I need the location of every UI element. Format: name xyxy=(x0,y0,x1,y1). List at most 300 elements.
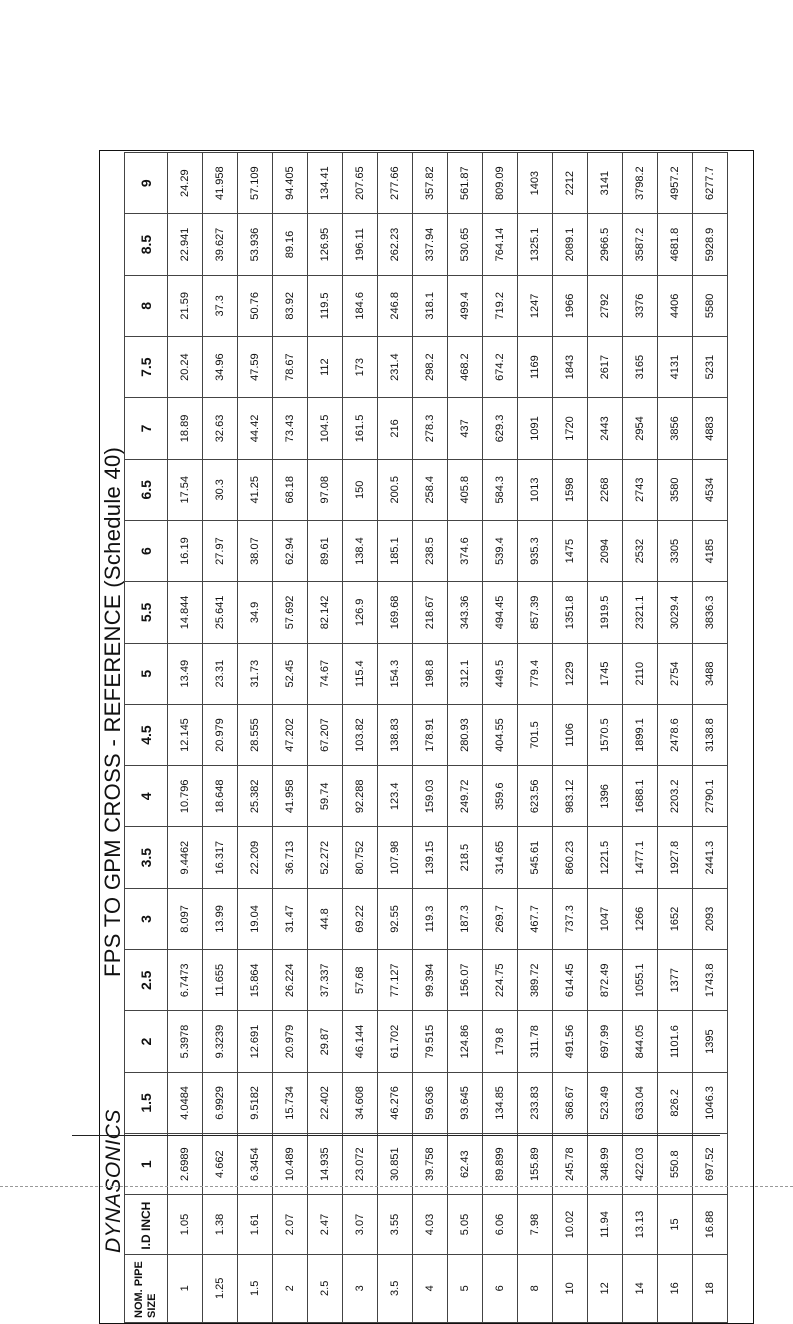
cell-gpm: 2094 xyxy=(588,520,623,581)
cell-gpm: 318.1 xyxy=(413,275,448,336)
cell-gpm: 119.5 xyxy=(308,275,343,336)
cell-pipe-size: 4 xyxy=(413,1254,448,1322)
cell-gpm: 1101.6 xyxy=(658,1011,693,1072)
table-row xyxy=(483,153,518,1323)
cell-gpm: 218.5 xyxy=(448,827,483,888)
cell-gpm: 34.96 xyxy=(203,336,238,397)
cell-gpm: 674.2 xyxy=(483,336,518,397)
header-nom-pipe-size: NOM. PIPE SIZE xyxy=(125,1254,168,1322)
cell-gpm: 1106 xyxy=(553,704,588,765)
cell-gpm: 1351.8 xyxy=(553,582,588,643)
cell-gpm: 1652 xyxy=(658,888,693,949)
table-row xyxy=(378,153,413,1323)
cell-gpm: 1046.3 xyxy=(693,1072,728,1133)
cell-gpm: 37.337 xyxy=(308,950,343,1011)
cell-gpm: 10.489 xyxy=(273,1134,308,1195)
cell-gpm: 15.864 xyxy=(238,950,273,1011)
cell-gpm: 4131 xyxy=(658,336,693,397)
cell-gpm: 10.796 xyxy=(168,766,203,827)
cell-gpm: 844.05 xyxy=(623,1011,658,1072)
cell-gpm: 44.42 xyxy=(238,398,273,459)
cell-gpm: 2321.1 xyxy=(623,582,658,643)
cell-id-inch: 5.05 xyxy=(448,1195,483,1254)
cell-gpm: 935.3 xyxy=(518,520,553,581)
header-fps-5: 3.5 xyxy=(125,827,168,888)
cell-gpm: 18.89 xyxy=(168,398,203,459)
cell-gpm: 278.3 xyxy=(413,398,448,459)
cell-gpm: 5231 xyxy=(693,336,728,397)
cell-gpm: 1966 xyxy=(553,275,588,336)
cell-id-inch: 15 xyxy=(658,1195,693,1254)
cell-gpm: 2441.3 xyxy=(693,827,728,888)
cell-gpm: 857.39 xyxy=(518,582,553,643)
cell-gpm: 73.43 xyxy=(273,398,308,459)
cell-gpm: 2754 xyxy=(658,643,693,704)
cell-gpm: 12.691 xyxy=(238,1011,273,1072)
header-fps-11: 6.5 xyxy=(125,459,168,520)
cell-gpm: 89.16 xyxy=(273,214,308,275)
cell-gpm: 1720 xyxy=(553,398,588,459)
cell-gpm: 1570.5 xyxy=(588,704,623,765)
cell-gpm: 623.56 xyxy=(518,766,553,827)
cell-gpm: 80.752 xyxy=(343,827,378,888)
cell-gpm: 52.272 xyxy=(308,827,343,888)
cell-gpm: 112 xyxy=(308,336,343,397)
cell-id-inch: 1.61 xyxy=(238,1195,273,1254)
cell-gpm: 3029.4 xyxy=(658,582,693,643)
cell-gpm: 249.72 xyxy=(448,766,483,827)
cell-gpm: 826.2 xyxy=(658,1072,693,1133)
cell-gpm: 224.75 xyxy=(483,950,518,1011)
cell-gpm: 4.662 xyxy=(203,1134,238,1195)
cell-gpm: 860.23 xyxy=(553,827,588,888)
cell-gpm: 11.655 xyxy=(203,950,238,1011)
cell-gpm: 1325.1 xyxy=(518,214,553,275)
cell-gpm: 545.61 xyxy=(518,827,553,888)
cell-id-inch: 11.94 xyxy=(588,1195,623,1254)
cell-gpm: 2478.6 xyxy=(658,704,693,765)
cell-gpm: 39.627 xyxy=(203,214,238,275)
cell-gpm: 138.4 xyxy=(343,520,378,581)
cell-gpm: 1598 xyxy=(553,459,588,520)
cell-id-inch: 1.38 xyxy=(203,1195,238,1254)
cell-gpm: 3836.3 xyxy=(693,582,728,643)
cell-gpm: 4883 xyxy=(693,398,728,459)
header-fps-12: 7 xyxy=(125,398,168,459)
table-title: FPS TO GPM CROSS - REFERENCE (Schedule 40) xyxy=(100,446,125,977)
cell-gpm: 697.52 xyxy=(693,1134,728,1195)
cell-gpm: 30.851 xyxy=(378,1134,413,1195)
cell-gpm: 277.66 xyxy=(378,153,413,214)
cell-gpm: 4406 xyxy=(658,275,693,336)
cell-gpm: 5.3978 xyxy=(168,1011,203,1072)
cell-gpm: 14.844 xyxy=(168,582,203,643)
table-row xyxy=(553,153,588,1323)
cell-gpm: 6.9929 xyxy=(203,1072,238,1133)
cell-gpm: 21.59 xyxy=(168,275,203,336)
table-row xyxy=(273,153,308,1323)
cell-gpm: 614.45 xyxy=(553,950,588,1011)
cell-gpm: 5928.9 xyxy=(693,214,728,275)
cell-gpm: 31.73 xyxy=(238,643,273,704)
cell-gpm: 17.54 xyxy=(168,459,203,520)
cell-gpm: 138.83 xyxy=(378,704,413,765)
table-row xyxy=(693,153,728,1323)
cell-pipe-size: 2.5 xyxy=(308,1254,343,1322)
cell-gpm: 629.3 xyxy=(483,398,518,459)
cell-id-inch: 13.13 xyxy=(623,1195,658,1254)
header-fps-4: 3 xyxy=(125,888,168,949)
cell-gpm: 38.07 xyxy=(238,520,273,581)
header-id-inch: I.D INCH xyxy=(125,1195,168,1254)
header-fps-8: 5 xyxy=(125,643,168,704)
cell-gpm: 2743 xyxy=(623,459,658,520)
cell-gpm: 200.5 xyxy=(378,459,413,520)
cell-gpm: 9.4462 xyxy=(168,827,203,888)
cell-gpm: 2110 xyxy=(623,643,658,704)
table-row xyxy=(203,153,238,1323)
cell-gpm: 2532 xyxy=(623,520,658,581)
cell-gpm: 550.8 xyxy=(658,1134,693,1195)
cell-gpm: 184.6 xyxy=(343,275,378,336)
cell-gpm: 6277.7 xyxy=(693,153,728,214)
cell-gpm: 46.144 xyxy=(343,1011,378,1072)
cell-gpm: 6.3454 xyxy=(238,1134,273,1195)
cell-gpm: 561.87 xyxy=(448,153,483,214)
cell-gpm: 872.49 xyxy=(588,950,623,1011)
cell-id-inch: 16.88 xyxy=(693,1195,728,1254)
cell-pipe-size: 1.25 xyxy=(203,1254,238,1322)
header-fps-16: 9 xyxy=(125,153,168,214)
cell-gpm: 348.99 xyxy=(588,1134,623,1195)
cell-gpm: 246.8 xyxy=(378,275,413,336)
cell-gpm: 737.3 xyxy=(553,888,588,949)
cell-gpm: 1745 xyxy=(588,643,623,704)
cell-gpm: 4185 xyxy=(693,520,728,581)
cell-gpm: 1403 xyxy=(518,153,553,214)
cell-gpm: 123.4 xyxy=(378,766,413,827)
cell-gpm: 2.6989 xyxy=(168,1134,203,1195)
cell-gpm: 3165 xyxy=(623,336,658,397)
cell-gpm: 23.31 xyxy=(203,643,238,704)
cell-gpm: 156.07 xyxy=(448,950,483,1011)
cell-gpm: 2443 xyxy=(588,398,623,459)
cell-gpm: 29.87 xyxy=(308,1011,343,1072)
header-fps-1: 1.5 xyxy=(125,1072,168,1133)
cell-gpm: 389.72 xyxy=(518,950,553,1011)
cell-gpm: 218.67 xyxy=(413,582,448,643)
cell-gpm: 1743.8 xyxy=(693,950,728,1011)
cell-gpm: 198.8 xyxy=(413,643,448,704)
cell-gpm: 62.94 xyxy=(273,520,308,581)
cell-gpm: 22.941 xyxy=(168,214,203,275)
cell-gpm: 61.702 xyxy=(378,1011,413,1072)
cell-id-inch: 10.02 xyxy=(553,1195,588,1254)
table-row xyxy=(518,153,553,1323)
cell-gpm: 124.86 xyxy=(448,1011,483,1072)
cell-gpm: 37.3 xyxy=(203,275,238,336)
cell-gpm: 1055.1 xyxy=(623,950,658,1011)
cell-gpm: 57.692 xyxy=(273,582,308,643)
cell-gpm: 4681.8 xyxy=(658,214,693,275)
cell-gpm: 115.4 xyxy=(343,643,378,704)
cell-gpm: 22.209 xyxy=(238,827,273,888)
cell-gpm: 20.979 xyxy=(273,1011,308,1072)
cell-gpm: 134.85 xyxy=(483,1072,518,1133)
cell-gpm: 52.45 xyxy=(273,643,308,704)
cell-gpm: 53.936 xyxy=(238,214,273,275)
cell-gpm: 92.55 xyxy=(378,888,413,949)
cell-gpm: 82.142 xyxy=(308,582,343,643)
cell-gpm: 3580 xyxy=(658,459,693,520)
cell-gpm: 269.7 xyxy=(483,888,518,949)
cell-gpm: 94.405 xyxy=(273,153,308,214)
cell-gpm: 24.29 xyxy=(168,153,203,214)
cell-gpm: 494.45 xyxy=(483,582,518,643)
cell-gpm: 4957.2 xyxy=(658,153,693,214)
cell-gpm: 93.645 xyxy=(448,1072,483,1133)
cell-gpm: 262.23 xyxy=(378,214,413,275)
cell-gpm: 196.11 xyxy=(343,214,378,275)
cell-gpm: 13.49 xyxy=(168,643,203,704)
table-row xyxy=(448,153,483,1323)
cell-pipe-size: 18 xyxy=(693,1254,728,1322)
cell-gpm: 207.65 xyxy=(343,153,378,214)
cell-gpm: 79.515 xyxy=(413,1011,448,1072)
cell-gpm: 437 xyxy=(448,398,483,459)
cell-gpm: 62.43 xyxy=(448,1134,483,1195)
page-edge-rule xyxy=(0,1186,793,1187)
header-fps-13: 7.5 xyxy=(125,336,168,397)
table-body xyxy=(168,153,728,1323)
cell-gpm: 4534 xyxy=(693,459,728,520)
cell-gpm: 1843 xyxy=(553,336,588,397)
cell-gpm: 1919.5 xyxy=(588,582,623,643)
cell-gpm: 34.9 xyxy=(238,582,273,643)
cell-gpm: 1047 xyxy=(588,888,623,949)
cell-gpm: 5580 xyxy=(693,275,728,336)
cell-gpm: 1688.1 xyxy=(623,766,658,827)
cell-gpm: 59.636 xyxy=(413,1072,448,1133)
cell-gpm: 1091 xyxy=(518,398,553,459)
cell-gpm: 1395 xyxy=(693,1011,728,1072)
cell-gpm: 26.224 xyxy=(273,950,308,1011)
cell-gpm: 9.5182 xyxy=(238,1072,273,1133)
cell-gpm: 161.5 xyxy=(343,398,378,459)
cell-gpm: 491.56 xyxy=(553,1011,588,1072)
reference-table-frame xyxy=(99,150,754,1324)
cell-gpm: 245.78 xyxy=(553,1134,588,1195)
header-fps-9: 5.5 xyxy=(125,582,168,643)
cell-gpm: 27.97 xyxy=(203,520,238,581)
cell-gpm: 15.734 xyxy=(273,1072,308,1133)
cell-gpm: 134.41 xyxy=(308,153,343,214)
header-fps-14: 8 xyxy=(125,275,168,336)
cell-gpm: 4.0484 xyxy=(168,1072,203,1133)
cell-gpm: 89.899 xyxy=(483,1134,518,1195)
cell-gpm: 16.317 xyxy=(203,827,238,888)
cell-gpm: 3488 xyxy=(693,643,728,704)
cell-gpm: 47.59 xyxy=(238,336,273,397)
cell-gpm: 67.207 xyxy=(308,704,343,765)
cell-gpm: 41.958 xyxy=(203,153,238,214)
cell-gpm: 169.68 xyxy=(378,582,413,643)
cell-id-inch: 2.47 xyxy=(308,1195,343,1254)
cell-gpm: 179.8 xyxy=(483,1011,518,1072)
table-row xyxy=(308,153,343,1323)
cell-gpm: 103.82 xyxy=(343,704,378,765)
cell-gpm: 74.67 xyxy=(308,643,343,704)
cell-gpm: 8.097 xyxy=(168,888,203,949)
cell-gpm: 59.74 xyxy=(308,766,343,827)
cell-gpm: 314.65 xyxy=(483,827,518,888)
cell-gpm: 89.61 xyxy=(308,520,343,581)
brand-logo-text: DYNASONICS xyxy=(102,1109,125,1253)
cell-pipe-size: 5 xyxy=(448,1254,483,1322)
cell-gpm: 701.5 xyxy=(518,704,553,765)
cell-gpm: 57.109 xyxy=(238,153,273,214)
header-fps-0: 1 xyxy=(125,1134,168,1195)
cell-gpm: 809.09 xyxy=(483,153,518,214)
cell-pipe-size: 8 xyxy=(518,1254,553,1322)
cell-id-inch: 6.06 xyxy=(483,1195,518,1254)
cell-gpm: 1475 xyxy=(553,520,588,581)
cell-gpm: 14.935 xyxy=(308,1134,343,1195)
cell-id-inch: 3.07 xyxy=(343,1195,378,1254)
cell-gpm: 25.382 xyxy=(238,766,273,827)
table-row xyxy=(343,153,378,1323)
cell-gpm: 119.3 xyxy=(413,888,448,949)
cell-gpm: 337.94 xyxy=(413,214,448,275)
cell-gpm: 258.4 xyxy=(413,459,448,520)
cell-gpm: 68.18 xyxy=(273,459,308,520)
cell-gpm: 34.608 xyxy=(343,1072,378,1133)
cell-gpm: 312.1 xyxy=(448,643,483,704)
cell-gpm: 3138.8 xyxy=(693,704,728,765)
cell-gpm: 298.2 xyxy=(413,336,448,397)
cell-gpm: 1899.1 xyxy=(623,704,658,765)
header-fps-3: 2.5 xyxy=(125,950,168,1011)
cell-gpm: 28.555 xyxy=(238,704,273,765)
cell-pipe-size: 12 xyxy=(588,1254,623,1322)
cell-gpm: 1477.1 xyxy=(623,827,658,888)
cell-gpm: 155.89 xyxy=(518,1134,553,1195)
table-row xyxy=(168,153,203,1323)
cell-gpm: 633.04 xyxy=(623,1072,658,1133)
cell-gpm: 44.8 xyxy=(308,888,343,949)
cell-gpm: 3376 xyxy=(623,275,658,336)
cell-pipe-size: 10 xyxy=(553,1254,588,1322)
cell-gpm: 697.99 xyxy=(588,1011,623,1072)
cell-gpm: 173 xyxy=(343,336,378,397)
cell-gpm: 3798.2 xyxy=(623,153,658,214)
cell-gpm: 16.19 xyxy=(168,520,203,581)
cell-gpm: 343.36 xyxy=(448,582,483,643)
cell-id-inch: 1.05 xyxy=(168,1195,203,1254)
cell-gpm: 1396 xyxy=(588,766,623,827)
cell-gpm: 359.6 xyxy=(483,766,518,827)
cell-gpm: 357.82 xyxy=(413,153,448,214)
cell-gpm: 1266 xyxy=(623,888,658,949)
cell-gpm: 78.67 xyxy=(273,336,308,397)
footer-rule xyxy=(72,1135,720,1136)
cell-gpm: 2203.2 xyxy=(658,766,693,827)
cell-gpm: 2617 xyxy=(588,336,623,397)
cell-pipe-size: 1.5 xyxy=(238,1254,273,1322)
cell-gpm: 530.65 xyxy=(448,214,483,275)
cell-gpm: 20.24 xyxy=(168,336,203,397)
cell-gpm: 468.2 xyxy=(448,336,483,397)
cell-gpm: 159.03 xyxy=(413,766,448,827)
cell-gpm: 3305 xyxy=(658,520,693,581)
cell-gpm: 584.3 xyxy=(483,459,518,520)
cell-gpm: 1221.5 xyxy=(588,827,623,888)
header-fps-7: 4.5 xyxy=(125,704,168,765)
cell-gpm: 12.145 xyxy=(168,704,203,765)
cell-gpm: 2268 xyxy=(588,459,623,520)
cell-gpm: 126.9 xyxy=(343,582,378,643)
cell-gpm: 3856 xyxy=(658,398,693,459)
table-row xyxy=(588,153,623,1323)
cell-gpm: 449.5 xyxy=(483,643,518,704)
cell-gpm: 3141 xyxy=(588,153,623,214)
cell-gpm: 2212 xyxy=(553,153,588,214)
cell-gpm: 22.402 xyxy=(308,1072,343,1133)
cell-gpm: 2089.1 xyxy=(553,214,588,275)
cell-gpm: 404.55 xyxy=(483,704,518,765)
cell-gpm: 233.83 xyxy=(518,1072,553,1133)
cell-gpm: 280.93 xyxy=(448,704,483,765)
cell-gpm: 107.98 xyxy=(378,827,413,888)
cell-gpm: 31.47 xyxy=(273,888,308,949)
cell-gpm: 185.1 xyxy=(378,520,413,581)
cell-gpm: 1229 xyxy=(553,643,588,704)
cell-gpm: 150 xyxy=(343,459,378,520)
cell-gpm: 47.202 xyxy=(273,704,308,765)
cell-gpm: 30.3 xyxy=(203,459,238,520)
cell-gpm: 46.276 xyxy=(378,1072,413,1133)
cell-pipe-size: 14 xyxy=(623,1254,658,1322)
header-fps-15: 8.5 xyxy=(125,214,168,275)
cell-gpm: 1013 xyxy=(518,459,553,520)
fps-gpm-table xyxy=(124,152,728,1323)
cell-gpm: 523.49 xyxy=(588,1072,623,1133)
cell-gpm: 238.5 xyxy=(413,520,448,581)
cell-gpm: 2966.5 xyxy=(588,214,623,275)
cell-gpm: 2954 xyxy=(623,398,658,459)
table-row xyxy=(623,153,658,1323)
cell-gpm: 539.4 xyxy=(483,520,518,581)
cell-gpm: 77.127 xyxy=(378,950,413,1011)
cell-gpm: 13.99 xyxy=(203,888,238,949)
cell-pipe-size: 3 xyxy=(343,1254,378,1322)
cell-id-inch: 7.98 xyxy=(518,1195,553,1254)
cell-pipe-size: 2 xyxy=(273,1254,308,1322)
cell-gpm: 18.648 xyxy=(203,766,238,827)
cell-gpm: 1247 xyxy=(518,275,553,336)
cell-gpm: 764.14 xyxy=(483,214,518,275)
cell-gpm: 139.15 xyxy=(413,827,448,888)
cell-gpm: 104.5 xyxy=(308,398,343,459)
table-row xyxy=(658,153,693,1323)
cell-gpm: 154.3 xyxy=(378,643,413,704)
table-row xyxy=(413,153,448,1323)
header-fps-2: 2 xyxy=(125,1011,168,1072)
cell-gpm: 1169 xyxy=(518,336,553,397)
cell-gpm: 187.3 xyxy=(448,888,483,949)
cell-pipe-size: 6 xyxy=(483,1254,518,1322)
header-fps-10: 6 xyxy=(125,520,168,581)
